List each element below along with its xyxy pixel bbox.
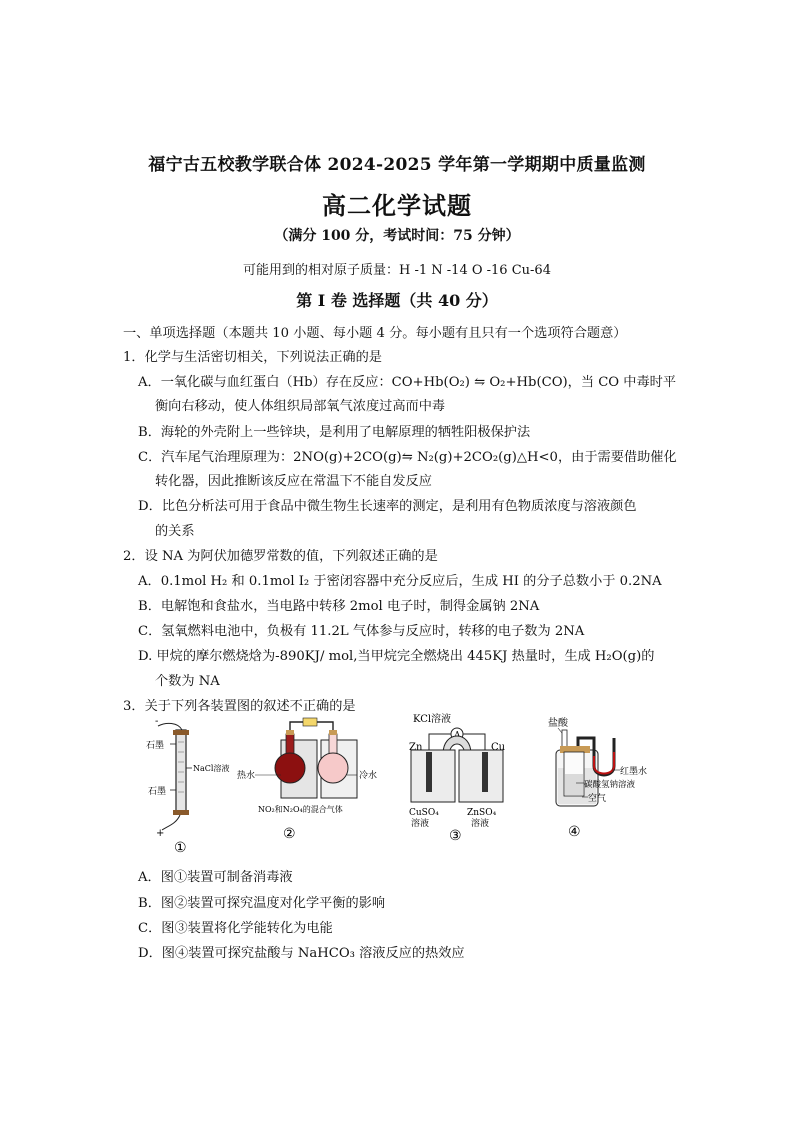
figure-2	[235, 712, 385, 852]
figure-3	[405, 712, 515, 852]
q1-option-b: B．海轮的外壳附上一些锌块，是利用了电解原理的牺牲阳极保护法	[138, 425, 531, 440]
q3-stem: 3．关于下列各装置图的叙述不正确的是	[123, 699, 356, 714]
figure-4-drawing	[540, 712, 670, 852]
fig3-znso4-solution: 溶液	[471, 819, 490, 829]
q2-stem: 2．设 NA 为阿伏加德罗常数的值，下列叙述正确的是	[123, 549, 438, 564]
exam-title: 高二化学试题	[322, 191, 472, 220]
figure-1	[140, 712, 230, 856]
fig3-number: ③	[449, 828, 462, 844]
q1-option-a-cont: 衡向右移动，使人体组织局部氧气浓度过高而中毒	[155, 399, 446, 414]
q1-option-d: D．比色分析法可用于食品中微生物生长速率的测定，是利用有色物质浓度与溶液颜色	[138, 499, 637, 514]
fig2-number: ②	[283, 826, 296, 842]
q1-option-c-cont: 转化器，因此推断该反应在常温下不能自发反应	[155, 474, 432, 489]
fig2-gas-label: NO₂和N₂O₄的混合气体	[258, 805, 343, 814]
figure-4	[540, 712, 670, 852]
q2-option-c: C．氢氧燃料电池中，负极有 11.2L 气体参与反应时，转移的电子数为 2NA	[138, 624, 585, 639]
q2-option-a: A．0.1mol H₂ 和 0.1mol I₂ 于密闭容器中充分反应后，生成 HI 的分子总数小于 0.2NA	[138, 574, 662, 589]
fig1-graphite-top: 石墨	[146, 741, 165, 751]
part-title: 第 I 卷 选择题（共 40 分）	[296, 291, 498, 310]
q2-option-d-cont: 个数为 NA	[155, 674, 220, 689]
fig1-number: ①	[174, 840, 187, 856]
score-time: （满分 100 分，考试时间：75 分钟）	[274, 228, 520, 244]
q3-option-c: C．图③装置将化学能转化为电能	[138, 921, 333, 936]
atomic-masses: 可能用到的相对原子质量：H -1 N -14 O -16 Cu-64	[243, 263, 551, 278]
exam-header: 福宁古五校教学联合体 2024-2025 学年第一学期期中质量监测	[148, 155, 646, 175]
q1-option-c: C．汽车尾气治理原理为：2NO(g)+2CO(g)⇋ N₂(g)+2CO₂(g)△H<0，由于需要借助催化	[138, 450, 677, 465]
fig1-graphite-bottom: 石墨	[148, 787, 167, 797]
q3-option-d: D．图④装置可探究盐酸与 NaHCO₃ 溶液反应的热效应	[138, 946, 465, 961]
fig4-air: 空气	[588, 794, 607, 804]
figure-3-drawing	[405, 712, 515, 852]
fig1-plus: +	[156, 828, 165, 839]
section-instructions: 一、单项选择题（本题共 10 小题、每小题 4 分。每小题有且只有一个选项符合题意）	[123, 326, 627, 341]
fig3-cuso4-solution: 溶液	[411, 819, 430, 829]
figure-2-drawing	[235, 712, 385, 852]
fig3-znso4: ZnSO₄	[467, 808, 497, 818]
q1-option-d-cont: 的关系	[155, 524, 195, 539]
fig2-hot-water: 热水	[237, 771, 256, 781]
fig1-nacl: NaCl溶液	[193, 764, 230, 773]
q1-stem: 1．化学与生活密切相关，下列说法正确的是	[123, 350, 382, 365]
figure-1-drawing	[140, 712, 230, 856]
q1-option-a: A．一氧化碳与血红蛋白（Hb）存在反应：CO+Hb(O₂) ⇋ O₂+Hb(CO)，当 CO 中毒时平	[138, 375, 677, 390]
fig4-number: ④	[568, 824, 581, 840]
fig3-cu: Cu	[491, 742, 506, 753]
fig3-kcl: KCl溶液	[413, 714, 452, 725]
q2-option-d: D. 甲烷的摩尔燃烧焓为-890KJ/ mol,当甲烷完全燃烧出 445KJ 热量时，生成 H₂O(g)的	[138, 649, 655, 664]
fig4-nahco3: 碳酸氢钠溶液	[584, 780, 636, 790]
fig4-hcl: 盐酸	[548, 718, 568, 729]
fig2-cold-water: 冷水	[359, 771, 378, 781]
fig3-zn: Zn	[409, 742, 423, 753]
fig1-minus: -	[155, 716, 159, 727]
fig3-cuso4: CuSO₄	[409, 808, 439, 818]
q2-option-b: B．电解饱和食盐水，当电路中转移 2mol 电子时，制得金属钠 2NA	[138, 599, 540, 614]
fig4-red-ink: 红墨水	[620, 767, 648, 777]
q3-option-b: B．图②装置可探究温度对化学平衡的影响	[138, 896, 386, 911]
q3-option-a: A．图①装置可制备消毒液	[138, 870, 293, 885]
